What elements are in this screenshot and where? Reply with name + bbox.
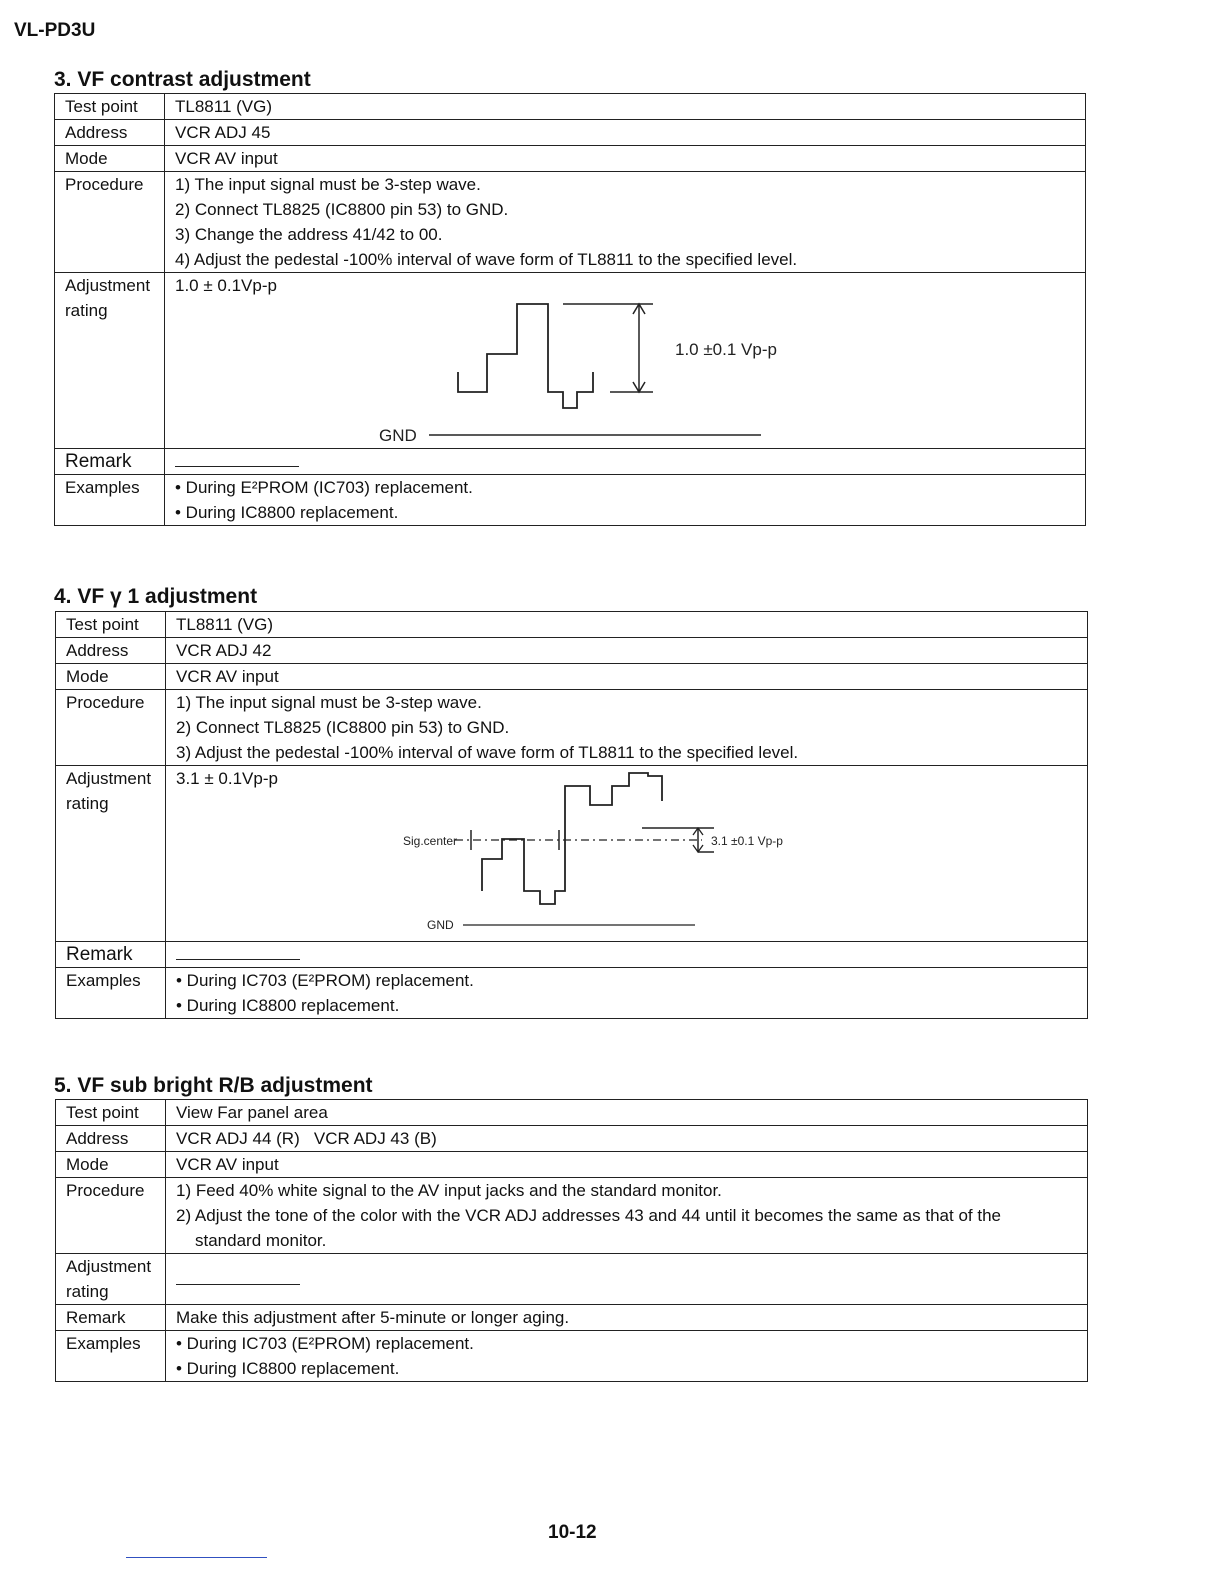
rating-value: 1.0 ± 0.1Vp-p <box>175 276 277 295</box>
row-label: Mode <box>55 146 165 172</box>
waveform-diagram <box>176 791 1077 941</box>
waveform-line <box>458 304 593 408</box>
row-label: Adjustment rating <box>56 1254 166 1305</box>
example-item: • During IC8800 replacement. <box>175 503 399 522</box>
example-item: • During IC8800 replacement. <box>176 1359 400 1378</box>
section-title: 5. VF sub bright R/B adjustment <box>54 1074 373 1097</box>
adjustment-table <box>54 93 1086 526</box>
test-point-value: TL8811 (VG) <box>166 612 1088 638</box>
row-label: Procedure <box>56 690 166 766</box>
mode-value: VCR AV input <box>165 146 1086 172</box>
row-label: Remark <box>55 449 165 475</box>
address-value: VCR ADJ 45 <box>165 120 1086 146</box>
center-label: Sig.center <box>403 834 458 848</box>
procedure-step: 2) Connect TL8825 (IC8800 pin 53) to GND. <box>175 200 509 219</box>
examples-list <box>166 968 1088 1019</box>
gnd-label: GND <box>379 426 417 445</box>
empty-dash <box>176 959 300 960</box>
address-value: VCR ADJ 44 (R) VCR ADJ 43 (B) <box>166 1126 1088 1152</box>
row-label: Adjustment rating <box>55 273 165 449</box>
footer-rule <box>126 1557 267 1558</box>
row-label: Adjustment rating <box>56 766 166 942</box>
row-label: Examples <box>55 475 165 526</box>
waveform-svg <box>166 766 1066 932</box>
row-label: Mode <box>56 664 166 690</box>
example-item: • During IC8800 replacement. <box>176 996 400 1015</box>
remark-value <box>165 449 1086 475</box>
procedure-step: 3) Change the address 41/42 to 00. <box>175 225 443 244</box>
waveform-line <box>482 773 662 904</box>
rating-value: 3.1 ± 0.1Vp-p <box>176 769 278 788</box>
row-label: Address <box>55 120 165 146</box>
gnd-label: GND <box>427 918 454 932</box>
remark-value <box>166 942 1088 968</box>
adjustment-table <box>55 611 1088 1019</box>
level-label: 1.0 ±0.1 Vp-p <box>675 340 777 359</box>
row-label: Examples <box>56 1331 166 1382</box>
rating-cell <box>166 766 1088 942</box>
row-label: Test point <box>55 94 165 120</box>
procedure-list <box>165 172 1086 273</box>
remark-value: Make this adjustment after 5-minute or longer aging. <box>166 1305 1088 1331</box>
section-title: 3. VF contrast adjustment <box>54 68 311 91</box>
row-label: Test point <box>56 612 166 638</box>
test-point-value: TL8811 (VG) <box>165 94 1086 120</box>
level-label: 3.1 ±0.1 Vp-p <box>711 834 783 848</box>
page-number: 10-12 <box>548 1522 597 1543</box>
example-item: • During E²PROM (IC703) replacement. <box>175 478 473 497</box>
row-label: Procedure <box>55 172 165 273</box>
example-item: • During IC703 (E²PROM) replacement. <box>176 971 474 990</box>
row-label: Address <box>56 1126 166 1152</box>
mode-value: VCR AV input <box>166 1152 1088 1178</box>
row-label: Remark <box>56 1305 166 1331</box>
rating-cell <box>166 1254 1088 1305</box>
section-title: 4. VF γ 1 adjustment <box>54 585 258 608</box>
row-label: Remark <box>56 942 166 968</box>
procedure-list <box>166 690 1088 766</box>
waveform-diagram <box>175 298 1075 448</box>
empty-dash <box>175 466 299 467</box>
mode-value: VCR AV input <box>166 664 1088 690</box>
procedure-list <box>166 1178 1088 1254</box>
row-label: Test point <box>56 1100 166 1126</box>
empty-dash <box>176 1284 300 1285</box>
procedure-step: 2) Connect TL8825 (IC8800 pin 53) to GND. <box>176 718 510 737</box>
procedure-step: 4) Adjust the pedestal -100% interval of wave form of TL8811 to the specified level. <box>175 250 798 269</box>
address-value: VCR ADJ 42 <box>166 638 1088 664</box>
examples-list <box>166 1331 1088 1382</box>
example-item: • During IC703 (E²PROM) replacement. <box>176 1334 474 1353</box>
examples-list <box>165 475 1086 526</box>
test-point-value: View Far panel area <box>166 1100 1088 1126</box>
row-label: Procedure <box>56 1178 166 1254</box>
adjustment-table <box>55 1099 1088 1382</box>
row-label: Mode <box>56 1152 166 1178</box>
procedure-step: 2) Adjust the tone of the color with the VCR ADJ addresses 43 and 44 until it becomes the same as that of the <box>176 1206 1001 1225</box>
waveform-svg <box>165 298 1065 450</box>
procedure-step: standard monitor. <box>195 1231 327 1250</box>
row-label: Address <box>56 638 166 664</box>
rating-cell <box>165 273 1086 449</box>
row-label: Examples <box>56 968 166 1019</box>
procedure-step: 1) The input signal must be 3-step wave. <box>176 693 482 712</box>
procedure-step: 1) The input signal must be 3-step wave. <box>175 175 481 194</box>
procedure-step: 1) Feed 40% white signal to the AV input jacks and the standard monitor. <box>176 1181 722 1200</box>
model-number: VL-PD3U <box>14 20 96 41</box>
procedure-step: 3) Adjust the pedestal -100% interval of wave form of TL8811 to the specified level. <box>176 743 799 762</box>
